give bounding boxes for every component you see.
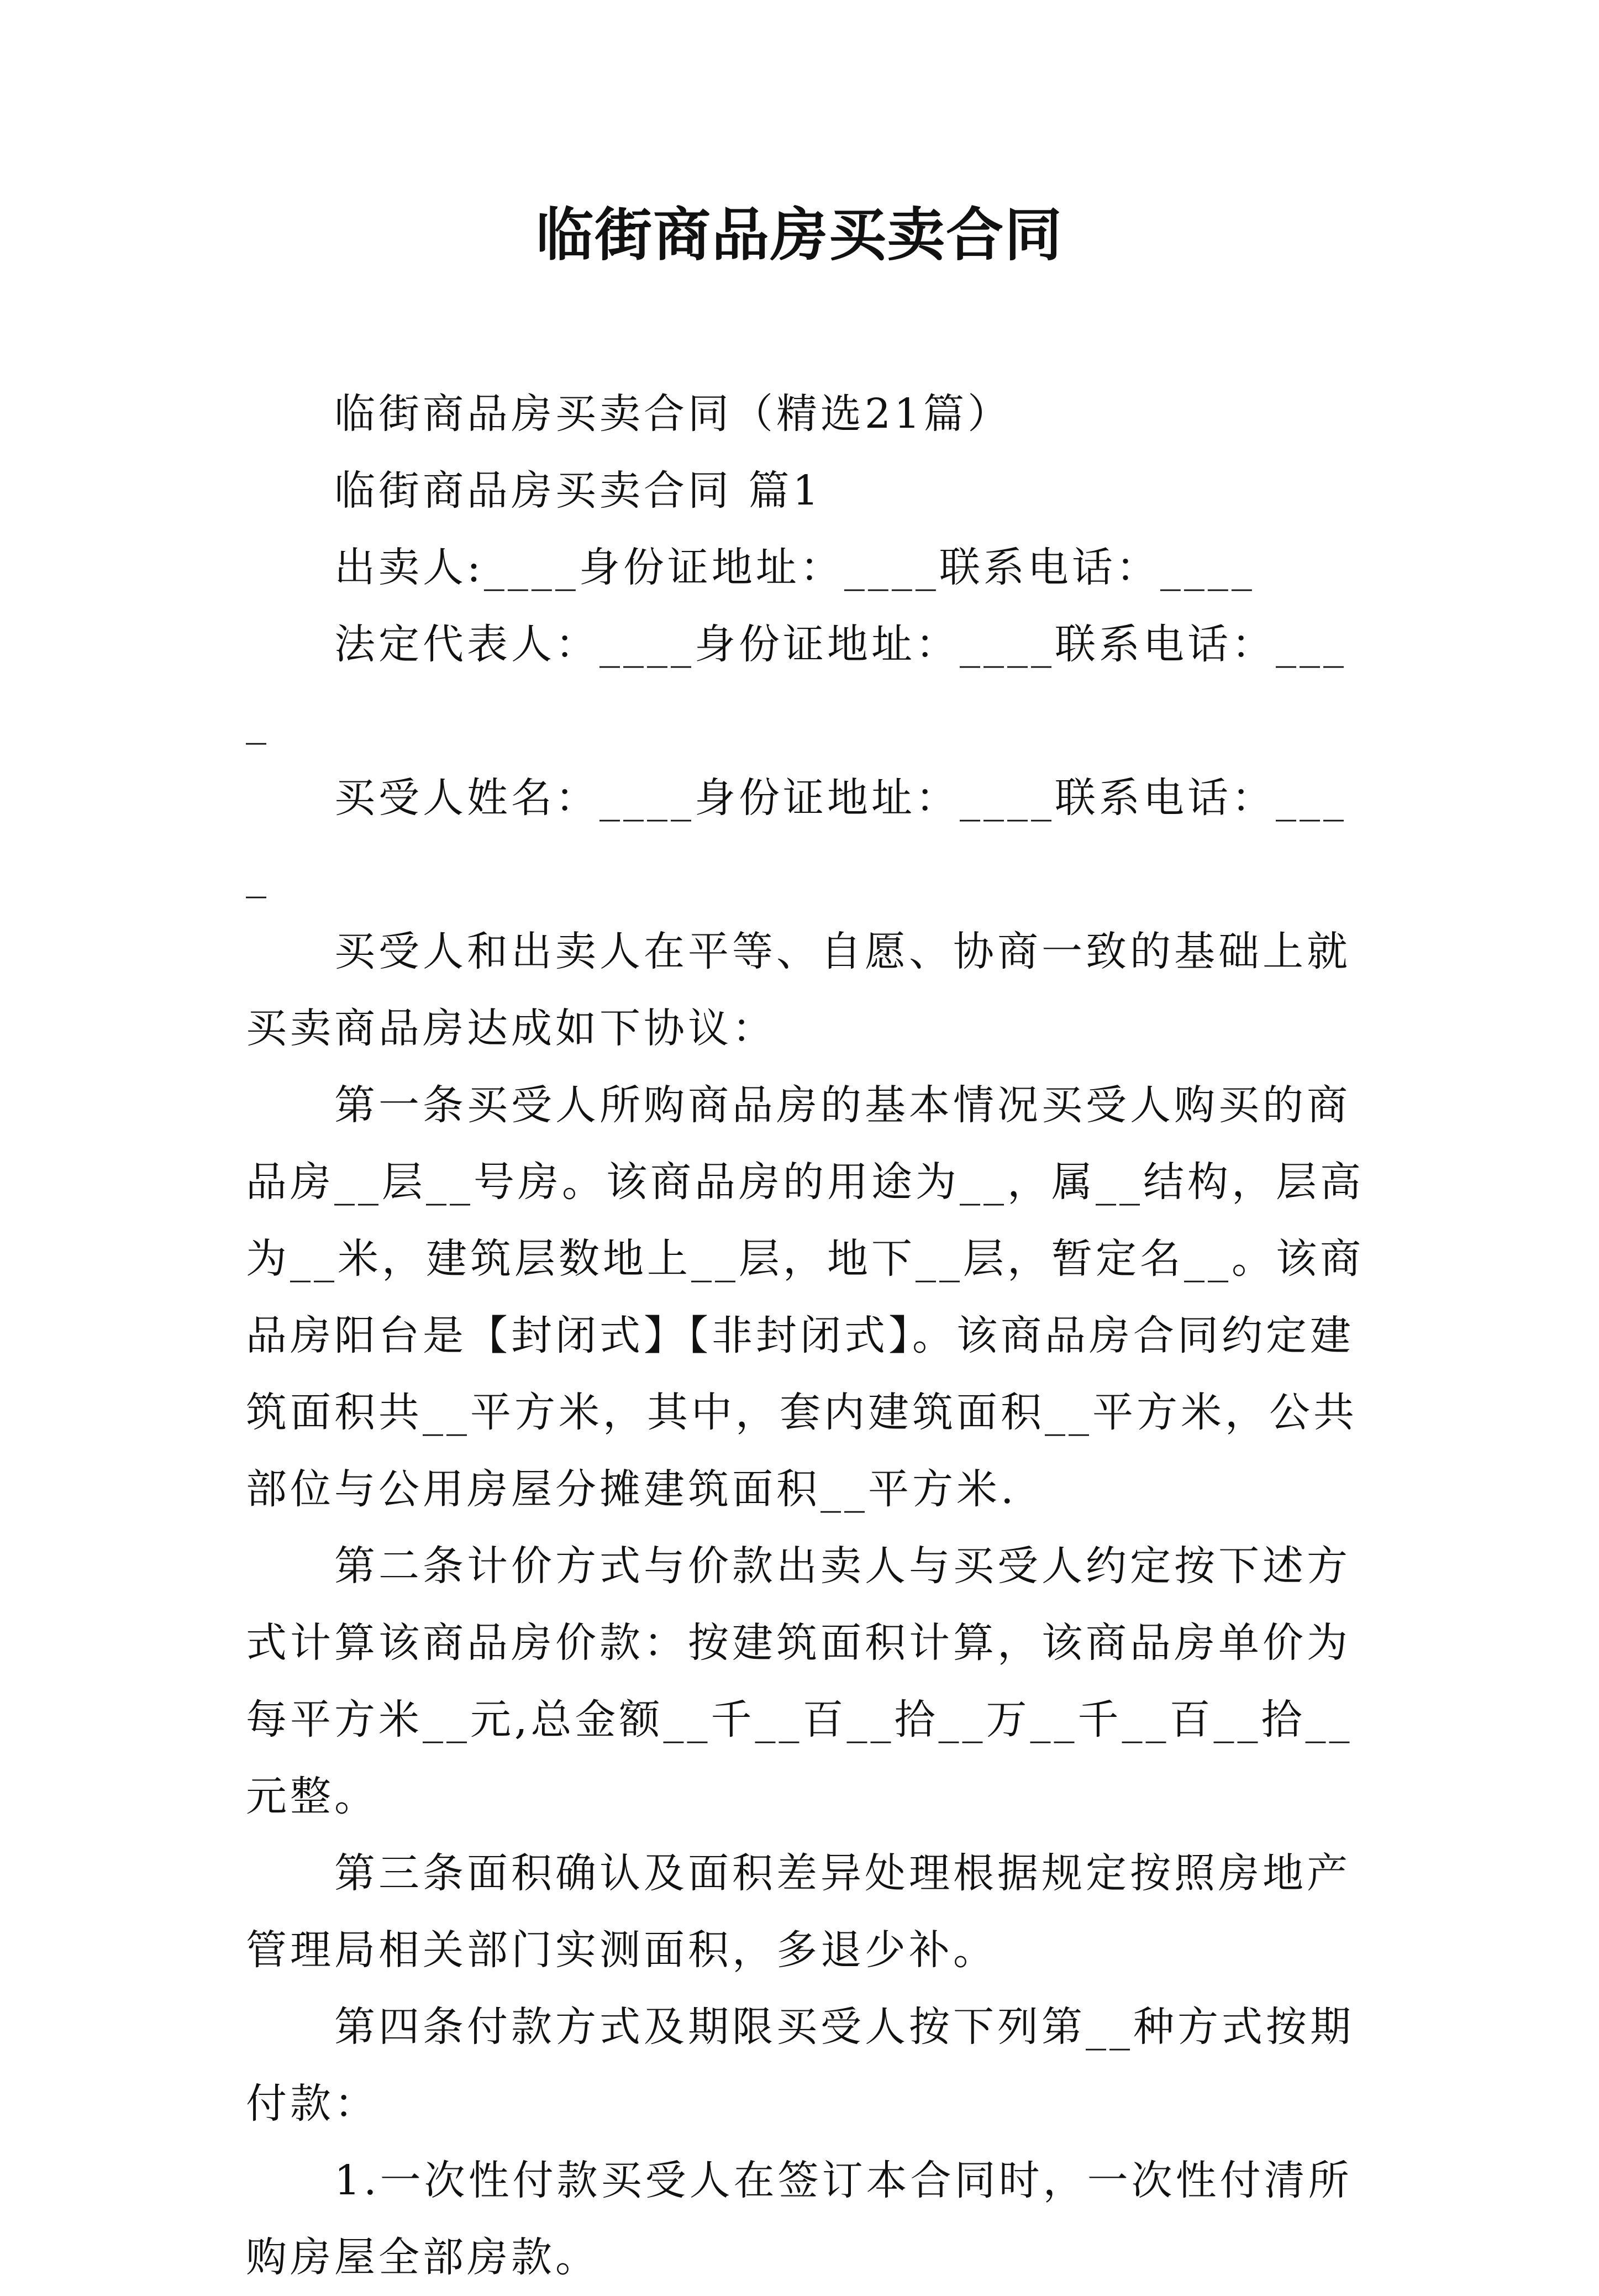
paragraph-article-3: 第三条面积确认及面积差异处理根据规定按照房地产管理局相关部门实测面积，多退少补。 [246,1850,1351,1974]
paragraph-agreement-intro: 买受人和出卖人在平等、自愿、协商一致的基础上就买卖商品房达成如下协议： [246,928,1351,1052]
paragraph-article-1: 第一条买受人所购商品房的基本情况买受人购买的商品房__层__号房。该商品房的用途为__，属__结构，层高为__米，建筑层数地上__层，地下__层，暂定名__。该商品房阳台是【封闭式】【非封闭式】。该商品房合同约定建筑面积共__平方米，其中，套内建筑面积__平方米，公共部位与公用房屋分摊建筑面积__平方米. [246,1081,1364,1513]
paragraph-article-4: 第四条付款方式及期限买受人按下列第__种方式按期付款： [246,2003,1354,2127]
paragraph-subtitle: 临街商品房买卖合同（精选21篇） [334,390,1012,438]
document-title: 临街商品房买卖合同 [535,201,1063,269]
document-body [246,376,1365,2296]
paragraph-section-heading: 临街商品房买卖合同 篇1 [334,467,822,514]
paragraph-buyer: 买受人姓名：____身份证地址：____联系电话：____ [246,774,1347,899]
paragraph-payment-option-1: 1.一次性付款买受人在签订本合同时，一次性付清所购房屋全部房款。 [246,2157,1353,2281]
paragraph-legal-representative: 法定代表人：____身份证地址：____联系电话：____ [246,621,1347,745]
paragraph-seller: 出卖人:____身份证地址：____联系电话：____ [334,544,1255,591]
paragraph-article-2: 第二条计价方式与价款出卖人与买受人约定按下述方式计算该商品房价款：按建筑面积计算，该商品房单价为每平方米__元,总金额__千__百__拾__万__千__百__拾__元整。 [246,1542,1353,1820]
